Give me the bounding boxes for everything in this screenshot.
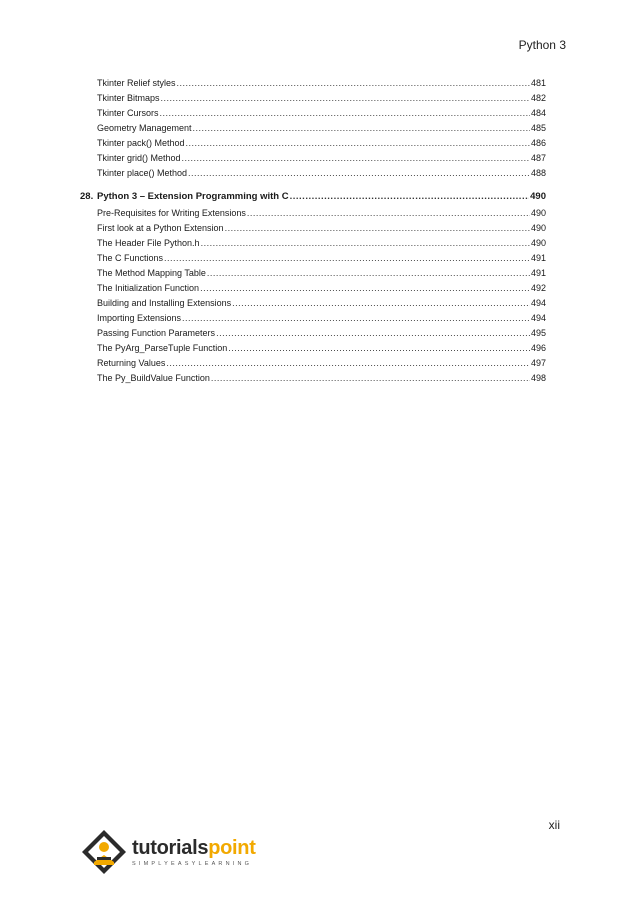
logo-wordmark-part2: point bbox=[208, 837, 256, 859]
leader-dots bbox=[247, 206, 530, 221]
leader-dots bbox=[211, 371, 530, 386]
toc-row-page: 494 bbox=[530, 313, 546, 323]
leader-dots bbox=[228, 341, 530, 356]
toc-row-page: 492 bbox=[530, 283, 546, 293]
toc-row[interactable] bbox=[80, 121, 546, 136]
toc-row-title: Passing Function Parameters bbox=[97, 328, 216, 338]
leader-dots bbox=[166, 356, 530, 371]
toc-row-title: Tkinter pack() Method bbox=[97, 138, 185, 148]
toc-row-page: 490 bbox=[530, 238, 546, 248]
toc-row-title: Pre-Requisites for Writing Extensions bbox=[97, 208, 246, 218]
toc-row-title: The Py_BuildValue Function bbox=[97, 373, 210, 383]
tutorialspoint-logo-icon bbox=[80, 828, 128, 876]
logo-wordmark-part1: tutorials bbox=[132, 837, 209, 859]
toc-sections-top bbox=[80, 76, 546, 181]
toc-row-title: Tkinter Relief styles bbox=[97, 78, 176, 88]
toc-sections-bottom bbox=[80, 206, 546, 386]
leader-dots bbox=[188, 166, 530, 181]
leader-dots bbox=[200, 281, 530, 296]
toc-row-title: The Header File Python.h bbox=[97, 238, 200, 248]
toc-row-title: The PyArg_ParseTuple Function bbox=[97, 343, 228, 353]
toc-row[interactable] bbox=[80, 91, 546, 106]
toc-row[interactable] bbox=[80, 106, 546, 121]
leader-dots bbox=[186, 136, 530, 151]
toc-row-page: 481 bbox=[530, 78, 546, 88]
logo-tagline: SIMPLYEASYLEARNING bbox=[132, 861, 253, 867]
tutorialspoint-logo bbox=[80, 828, 256, 876]
toc-row[interactable] bbox=[80, 356, 546, 371]
toc-row[interactable] bbox=[80, 151, 546, 166]
toc-row-title: Tkinter Bitmaps bbox=[97, 93, 160, 103]
toc-row-page: 497 bbox=[530, 358, 546, 368]
running-header-title: Python 3 bbox=[518, 38, 566, 52]
leader-dots bbox=[164, 251, 530, 266]
chapter-page: 490 bbox=[530, 191, 546, 202]
toc-chapter-row[interactable] bbox=[80, 188, 546, 206]
toc-row-title: Tkinter Cursors bbox=[97, 108, 159, 118]
chapter-title: Python 3 – Extension Programming with C bbox=[97, 191, 289, 202]
toc-row-title: Importing Extensions bbox=[97, 313, 182, 323]
leader-dots bbox=[207, 266, 530, 281]
toc-row-page: 498 bbox=[530, 373, 546, 383]
toc-row[interactable] bbox=[80, 371, 546, 386]
toc-row-page: 486 bbox=[530, 138, 546, 148]
toc-row-page: 482 bbox=[530, 93, 546, 103]
toc-row[interactable] bbox=[80, 281, 546, 296]
leader-dots bbox=[177, 76, 530, 91]
leader-dots bbox=[160, 106, 530, 121]
toc-row-title: Tkinter place() Method bbox=[97, 168, 188, 178]
toc-row[interactable] bbox=[80, 266, 546, 281]
toc-row-page: 495 bbox=[530, 328, 546, 338]
toc-row-title: Geometry Management bbox=[97, 123, 192, 133]
toc-row-title: Tkinter grid() Method bbox=[97, 153, 181, 163]
toc-row-page: 491 bbox=[530, 268, 546, 278]
table-of-contents bbox=[80, 76, 546, 386]
toc-row-title: The Method Mapping Table bbox=[97, 268, 206, 278]
toc-row-page: 490 bbox=[530, 223, 546, 233]
toc-row[interactable] bbox=[80, 251, 546, 266]
toc-row[interactable] bbox=[80, 326, 546, 341]
toc-row[interactable] bbox=[80, 236, 546, 251]
toc-row[interactable] bbox=[80, 311, 546, 326]
toc-row-title: Building and Installing Extensions bbox=[97, 298, 232, 308]
toc-row-page: 490 bbox=[530, 208, 546, 218]
toc-row-page: 487 bbox=[530, 153, 546, 163]
chapter-number: 28. bbox=[80, 191, 94, 202]
logo-wordmark bbox=[132, 837, 256, 859]
toc-row-title: Returning Values bbox=[97, 358, 166, 368]
leader-dots bbox=[216, 326, 530, 341]
toc-row[interactable] bbox=[80, 206, 546, 221]
leader-dots bbox=[232, 296, 530, 311]
page-number: xii bbox=[548, 818, 560, 832]
toc-row-title: The C Functions bbox=[97, 253, 164, 263]
leader-dots bbox=[182, 151, 530, 166]
toc-row-page: 491 bbox=[530, 253, 546, 263]
toc-row[interactable] bbox=[80, 221, 546, 236]
toc-row-title: The Initialization Function bbox=[97, 283, 200, 293]
leader-dots bbox=[161, 91, 530, 106]
leader-dots bbox=[225, 221, 530, 236]
leader-dots bbox=[290, 188, 530, 206]
toc-row-title: First look at a Python Extension bbox=[97, 223, 224, 233]
toc-row-page: 485 bbox=[530, 123, 546, 133]
toc-row-page: 484 bbox=[530, 108, 546, 118]
toc-row-page: 488 bbox=[530, 168, 546, 178]
toc-row-page: 496 bbox=[530, 343, 546, 353]
toc-row[interactable] bbox=[80, 76, 546, 91]
toc-row[interactable] bbox=[80, 296, 546, 311]
toc-row-page: 494 bbox=[530, 298, 546, 308]
leader-dots bbox=[193, 121, 530, 136]
leader-dots bbox=[201, 236, 530, 251]
leader-dots bbox=[182, 311, 530, 326]
toc-row[interactable] bbox=[80, 341, 546, 356]
toc-row[interactable] bbox=[80, 136, 546, 151]
toc-row[interactable] bbox=[80, 166, 546, 181]
